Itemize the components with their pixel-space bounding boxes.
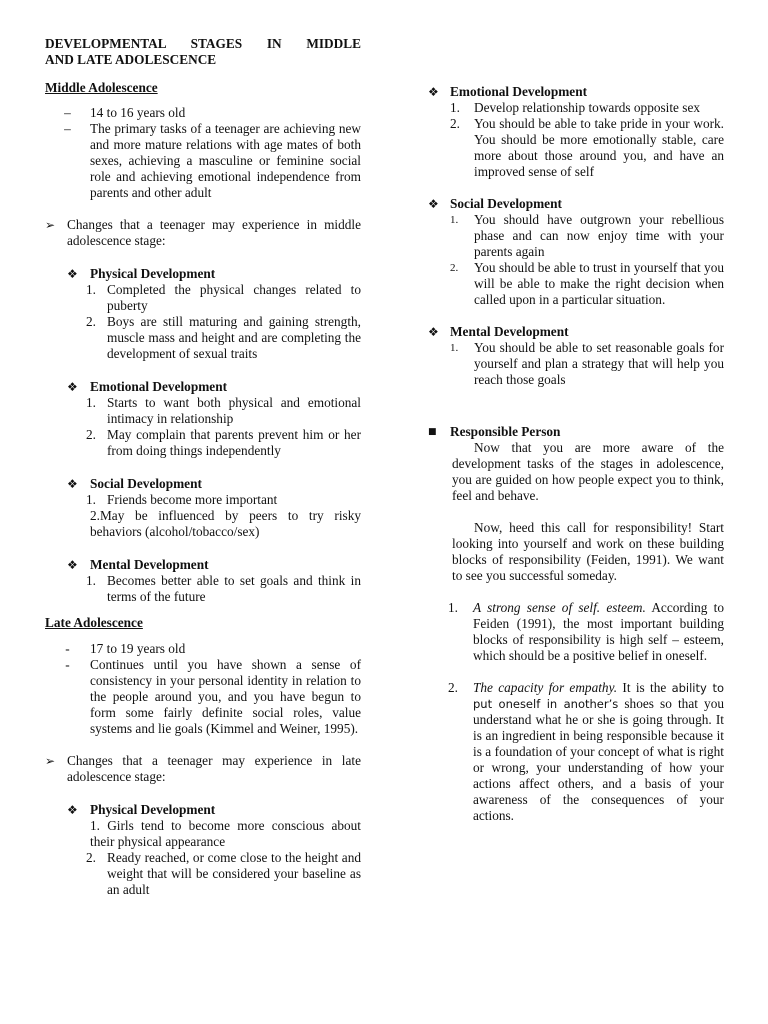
document-title-line-2: AND LATE ADOLESCENCE (45, 52, 217, 67)
middle-primary-tasks: – The primary tasks of a teenager are achieving new and more mature relations with age mates of both sexes, achieving a masculine or feminine social role and achieving emotional independence from parents and other adult (45, 121, 361, 201)
late-changes-intro: ➢ Changes that a teenager may experience in late adolescence stage: (45, 753, 361, 784)
document-title-line-1: DEVELOPMENTAL STAGES IN MIDDLE (45, 36, 361, 51)
dash-marker: - (65, 641, 70, 656)
late-adolescence-heading: Late Adolescence (45, 615, 143, 630)
list-item: 1. You should be able to set reasonable goals for yourself and plan a strategy that will help you reach those goals (450, 340, 724, 387)
late-description: - Continues until you have shown a sense of consistency in your personal identity in relation to the people around you, and you have begun to form some fairly definite social roles, value systems and lie goals (Kimmel and Weiner, 1995). (45, 657, 361, 737)
responsible-paragraph-2: Now, heed this call for responsibility! Start looking into yourself and work on these building blocks of responsibility (Feiden, 1991). We want to see you successful someday. (452, 520, 724, 583)
diamond-bullet-icon: ❖ (67, 267, 78, 281)
list-item: 2. Ready reached, or come close to the height and weight that will be considered your baseline as an adult (86, 850, 361, 897)
dash-marker: – (64, 121, 71, 136)
middle-adolescence-heading: Middle Adolescence (45, 80, 158, 95)
dash-marker: - (65, 657, 70, 672)
diamond-bullet-icon: ❖ (67, 558, 78, 572)
list-item: 2. You should be able to trust in yourself that you will be able to make the right decision when called upon in a particular situation. (450, 260, 724, 307)
diamond-bullet-icon: ❖ (428, 325, 439, 339)
diamond-bullet-icon: ❖ (67, 380, 78, 394)
late-age-range: - 17 to 19 years old (45, 641, 361, 657)
diamond-bullet-icon: ❖ (67, 803, 78, 817)
arrow-bullet-icon: ➢ (45, 754, 56, 768)
late-social-heading: ❖ Social Development (428, 196, 562, 211)
middle-changes-intro: ➢ Changes that a teenager may experience in middle adolescence stage: (45, 217, 361, 248)
dash-marker: – (64, 105, 71, 120)
building-block-2: 2. The capacity for empathy. It is the ability to put oneself in another’s shoes so that you understand what he or she is going through. It is an ingredient in being responsible because it is a foundation of your concept of what is right or wrong, your understanding of how your actions affect others, and a basis of your awareness of the consequences of your actions. (448, 680, 724, 823)
list-item: 2. May complain that parents prevent him or her from doing things independently (86, 427, 361, 458)
diamond-bullet-icon: ❖ (428, 197, 439, 211)
responsible-person-heading: ■ Responsible Person (428, 424, 561, 439)
arrow-bullet-icon: ➢ (45, 218, 56, 232)
middle-social-heading: ❖ Social Development (67, 476, 202, 491)
list-item: 1. Starts to want both physical and emotional intimacy in relationship (86, 395, 361, 426)
middle-physical-heading: ❖ Physical Development (67, 266, 216, 281)
list-item: 1. Friends become more important (86, 492, 278, 507)
list-item: 1. Girls tend to become more conscious about their physical appearance (90, 818, 361, 849)
list-item: 1. Becomes better able to set goals and think in terms of the future (86, 573, 361, 604)
left-column (45, 36, 361, 898)
diamond-bullet-icon: ❖ (67, 477, 78, 491)
late-emotional-heading: ❖ Emotional Development (428, 84, 588, 99)
diamond-bullet-icon: ❖ (428, 85, 439, 99)
square-bullet-icon: ■ (428, 427, 437, 437)
list-item: 1. You should have outgrown your rebellious phase and can now enjoy time with your parents again (450, 212, 724, 259)
list-item: 2.May be influenced by peers to try risky behaviors (alcohol/tobacco/sex) (90, 508, 361, 539)
list-item: 2. You should be able to take pride in your work. You should be more emotionally stable, care more about those around you, and have an improved sense of self (450, 116, 724, 179)
late-mental-heading: ❖ Mental Development (428, 324, 569, 339)
late-physical-heading: ❖ Physical Development (67, 802, 216, 817)
responsible-paragraph-1: Now that you are more aware of the development tasks of the stages in adolescence, you are guided on how people expect you to think, feel and behave. (452, 440, 724, 503)
list-item: 1. Completed the physical changes related to puberty (86, 282, 361, 313)
building-block-1: 1. A strong sense of self. esteem. According to Feiden (1991), the most important building blocks of responsibility is high self – esteem, which should be a positive belief in oneself. (448, 600, 724, 663)
middle-mental-heading: ❖ Mental Development (67, 557, 209, 572)
list-item: 2. Boys are still maturing and gaining strength, muscle mass and height and are completing the development of sexual traits (86, 314, 361, 361)
right-column (428, 84, 724, 824)
list-item: 1. Develop relationship towards opposite sex (450, 100, 701, 115)
middle-emotional-heading: ❖ Emotional Development (67, 379, 228, 394)
middle-age-range: – 14 to 16 years old (45, 105, 361, 121)
